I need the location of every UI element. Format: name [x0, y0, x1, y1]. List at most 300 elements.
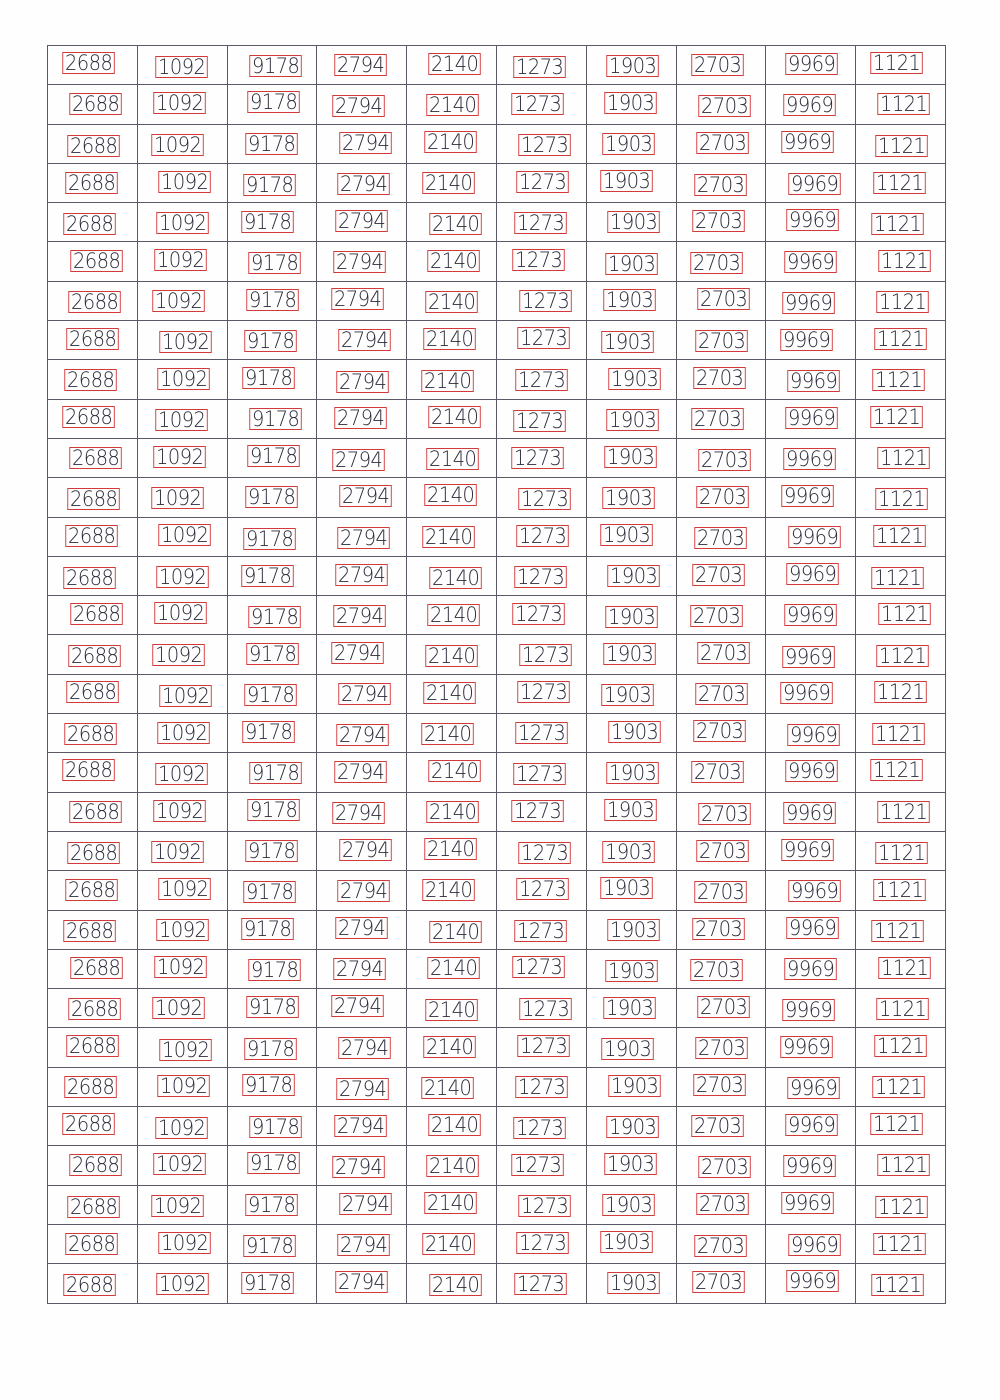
- grid-cell: [586, 556, 676, 595]
- grid-cell: [856, 517, 946, 556]
- handwritten-number: 2140: [423, 1036, 476, 1058]
- handwritten-number: 9178: [243, 721, 296, 743]
- grid-cell: [586, 1028, 676, 1067]
- grid-cell: [227, 989, 317, 1028]
- handwritten-number: 2794: [333, 605, 386, 627]
- handwritten-number: 2794: [336, 1078, 389, 1100]
- handwritten-number: 2703: [693, 918, 746, 940]
- handwritten-number: 9178: [242, 211, 295, 233]
- handwritten-number: 1273: [514, 566, 567, 588]
- handwritten-number: 9969: [785, 53, 838, 75]
- handwritten-number: 1092: [152, 1195, 205, 1217]
- grid-cell: [586, 478, 676, 517]
- grid-cell: [227, 124, 317, 163]
- handwritten-number: 2140: [426, 1155, 479, 1177]
- handwritten-number: 2688: [63, 920, 116, 942]
- grid-cell: [48, 753, 138, 792]
- grid-cell: [496, 949, 586, 988]
- grid-cell: [496, 438, 586, 477]
- handwritten-number: 1092: [153, 644, 206, 666]
- handwritten-number: 9178: [244, 881, 297, 903]
- grid-row: [48, 989, 946, 1028]
- handwritten-number: 1903: [604, 997, 657, 1019]
- grid-cell: [586, 517, 676, 556]
- grid-cell: [317, 281, 407, 320]
- handwritten-number: 2688: [68, 645, 121, 667]
- handwritten-number: 2688: [63, 1274, 116, 1296]
- grid-cell: [496, 517, 586, 556]
- grid-cell: [856, 1264, 946, 1303]
- handwritten-number: 1903: [601, 1231, 654, 1253]
- handwritten-number: 2703: [698, 288, 751, 310]
- handwritten-number: 9178: [246, 486, 299, 508]
- grid-row: [48, 831, 946, 870]
- grid-cell: [227, 674, 317, 713]
- handwritten-number: 1903: [603, 487, 656, 509]
- handwritten-number: 2140: [426, 94, 479, 116]
- handwritten-number: 2140: [424, 1192, 477, 1214]
- grid-cell: [856, 124, 946, 163]
- handwritten-number: 1903: [605, 92, 658, 114]
- grid-cell: [407, 242, 497, 281]
- grid-cell: [496, 753, 586, 792]
- grid-cell: [766, 635, 856, 674]
- grid-cell: [407, 674, 497, 713]
- handwritten-number: 1121: [875, 135, 928, 157]
- handwritten-number: 1092: [158, 722, 211, 744]
- handwritten-number: 9969: [785, 1114, 838, 1136]
- grid-cell: [496, 596, 586, 635]
- grid-cell: [496, 1028, 586, 1067]
- handwritten-number: 1121: [871, 1274, 924, 1296]
- grid-cell: [137, 1146, 227, 1185]
- grid-cell: [496, 1107, 586, 1146]
- grid-cell: [407, 1146, 497, 1185]
- grid-cell: [856, 635, 946, 674]
- grid-cell: [48, 714, 138, 753]
- handwritten-number: 2794: [339, 485, 392, 507]
- grid-row: [48, 124, 946, 163]
- handwritten-number: 1121: [877, 1154, 930, 1176]
- handwritten-number: 9178: [249, 959, 302, 981]
- grid-cell: [317, 1028, 407, 1067]
- handwritten-number: 1121: [875, 488, 928, 510]
- handwritten-number: 2794: [337, 1234, 390, 1256]
- grid-cell: [496, 674, 586, 713]
- handwritten-number: 1121: [870, 759, 923, 781]
- grid-cell: [586, 1146, 676, 1185]
- handwritten-number: 2703: [692, 408, 745, 430]
- handwritten-number: 2794: [339, 839, 392, 861]
- grid-cell: [407, 910, 497, 949]
- handwritten-number: 1092: [159, 524, 212, 546]
- handwritten-number: 1092: [155, 602, 208, 624]
- handwritten-number: 2703: [691, 959, 744, 981]
- handwritten-number: 2703: [697, 1193, 750, 1215]
- handwritten-number: 2794: [337, 173, 390, 195]
- grid-row: [48, 674, 946, 713]
- grid-cell: [227, 1107, 317, 1146]
- grid-cell: [856, 831, 946, 870]
- handwritten-number: 2794: [331, 288, 384, 310]
- handwritten-number: 1273: [515, 369, 568, 391]
- grid-cell: [766, 596, 856, 635]
- handwritten-number: 9969: [788, 880, 841, 902]
- grid-row: [48, 753, 946, 792]
- handwritten-number: 1121: [875, 842, 928, 864]
- grid-cell: [496, 792, 586, 831]
- grid-cell: [137, 674, 227, 713]
- grid-row: [48, 714, 946, 753]
- grid-cell: [586, 1224, 676, 1263]
- handwritten-number: 1273: [519, 644, 572, 666]
- grid-cell: [48, 163, 138, 202]
- grid-cell: [586, 910, 676, 949]
- grid-cell: [496, 635, 586, 674]
- handwritten-number: 1092: [155, 249, 208, 271]
- handwritten-number: 2140: [421, 370, 474, 392]
- handwritten-number: 2703: [699, 449, 752, 471]
- grid-cell: [227, 163, 317, 202]
- handwritten-number: 2794: [334, 54, 387, 76]
- grid-cell: [766, 281, 856, 320]
- handwritten-number: 9178: [245, 1038, 298, 1060]
- handwritten-number: 2140: [421, 1077, 474, 1099]
- handwritten-number: 2794: [338, 683, 391, 705]
- grid-cell: [227, 1067, 317, 1106]
- handwritten-number: 2794: [332, 1156, 385, 1178]
- grid-cell: [676, 399, 766, 438]
- handwritten-number: 1092: [157, 919, 210, 941]
- grid-cell: [496, 714, 586, 753]
- handwritten-number: 2703: [697, 840, 750, 862]
- grid-cell: [856, 1028, 946, 1067]
- grid-cell: [227, 438, 317, 477]
- handwritten-number: 1092: [158, 1075, 211, 1097]
- grid-row: [48, 517, 946, 556]
- grid-cell: [766, 1264, 856, 1303]
- grid-cell: [317, 203, 407, 242]
- grid-cell: [766, 85, 856, 124]
- grid-cell: [317, 949, 407, 988]
- handwritten-number: 2688: [66, 681, 119, 703]
- handwritten-number: 1121: [876, 645, 929, 667]
- grid-cell: [137, 1185, 227, 1224]
- grid-cell: [496, 871, 586, 910]
- handwritten-number: 1121: [871, 213, 924, 235]
- handwritten-number: 1121: [872, 369, 925, 391]
- handwritten-number: 9178: [248, 445, 301, 467]
- grid-cell: [676, 753, 766, 792]
- grid-row: [48, 1107, 946, 1146]
- grid-row: [48, 203, 946, 242]
- grid-cell: [227, 360, 317, 399]
- grid-cell: [856, 163, 946, 202]
- handwritten-number: 2794: [335, 210, 388, 232]
- handwritten-number: 2140: [427, 604, 480, 626]
- grid-cell: [137, 1067, 227, 1106]
- grid-cell: [856, 281, 946, 320]
- grid-cell: [856, 85, 946, 124]
- handwritten-number: 1092: [154, 446, 207, 468]
- handwritten-number: 2140: [428, 760, 481, 782]
- handwritten-number: 2794: [332, 802, 385, 824]
- handwritten-number: 9969: [780, 329, 833, 351]
- grid-cell: [317, 596, 407, 635]
- handwritten-number: 1121: [877, 801, 930, 823]
- grid-cell: [856, 1185, 946, 1224]
- grid-row: [48, 1224, 946, 1263]
- handwritten-number: 1092: [160, 685, 213, 707]
- handwritten-number: 9969: [781, 131, 834, 153]
- grid-cell: [317, 792, 407, 831]
- handwritten-number: 9969: [783, 802, 836, 824]
- handwritten-number: 2703: [698, 642, 751, 664]
- grid-cell: [48, 478, 138, 517]
- number-grid: [47, 45, 946, 1304]
- grid-cell: [856, 714, 946, 753]
- grid-cell: [856, 438, 946, 477]
- grid-cell: [586, 281, 676, 320]
- grid-cell: [317, 360, 407, 399]
- handwritten-number: 1903: [608, 565, 661, 587]
- handwritten-number: 2794: [332, 95, 385, 117]
- grid-cell: [407, 399, 497, 438]
- grid-cell: [317, 989, 407, 1028]
- handwritten-number: 1273: [513, 763, 566, 785]
- handwritten-number: 2688: [62, 759, 115, 781]
- grid-cell: [586, 871, 676, 910]
- handwritten-number: 2794: [333, 958, 386, 980]
- grid-cell: [137, 399, 227, 438]
- grid-cell: [137, 438, 227, 477]
- handwritten-number: 2140: [421, 723, 474, 745]
- grid-cell: [48, 242, 138, 281]
- handwritten-number: 9178: [249, 606, 302, 628]
- handwritten-number: 9969: [780, 682, 833, 704]
- handwritten-number: 2688: [69, 93, 122, 115]
- grid-row: [48, 321, 946, 360]
- grid-cell: [856, 1146, 946, 1185]
- grid-cell: [48, 596, 138, 635]
- grid-cell: [676, 949, 766, 988]
- grid-cell: [766, 438, 856, 477]
- grid-cell: [766, 1146, 856, 1185]
- grid-cell: [227, 1028, 317, 1067]
- grid-cell: [48, 517, 138, 556]
- grid-cell: [317, 831, 407, 870]
- grid-cell: [676, 124, 766, 163]
- handwritten-number: 1092: [160, 1039, 213, 1061]
- handwritten-number: 9969: [781, 1192, 834, 1214]
- grid-cell: [766, 163, 856, 202]
- grid-cell: [48, 1028, 138, 1067]
- grid-cell: [856, 674, 946, 713]
- handwritten-number: 9969: [782, 292, 835, 314]
- handwritten-number: 9969: [787, 1077, 840, 1099]
- grid-cell: [317, 1224, 407, 1263]
- grid-cell: [407, 438, 497, 477]
- handwritten-number: 1121: [874, 328, 927, 350]
- handwritten-number: 2794: [336, 724, 389, 746]
- grid-cell: [676, 517, 766, 556]
- handwritten-number: 1092: [152, 841, 205, 863]
- handwritten-number: 2688: [66, 1035, 119, 1057]
- handwritten-number: 2140: [423, 682, 476, 704]
- handwritten-number: 2794: [338, 1037, 391, 1059]
- grid-cell: [496, 1224, 586, 1263]
- grid-cell: [137, 792, 227, 831]
- handwritten-number: 2703: [691, 252, 744, 274]
- grid-cell: [496, 556, 586, 595]
- grid-row: [48, 1264, 946, 1303]
- grid-cell: [317, 635, 407, 674]
- handwritten-number: 9178: [242, 1272, 295, 1294]
- handwritten-number: 2794: [335, 1271, 388, 1293]
- grid-cell: [676, 321, 766, 360]
- grid-cell: [856, 203, 946, 242]
- handwritten-number: 9969: [787, 724, 840, 746]
- handwritten-number: 2140: [429, 921, 482, 943]
- grid-cell: [137, 596, 227, 635]
- grid-cell: [137, 1028, 227, 1067]
- handwritten-number: 1092: [153, 290, 206, 312]
- handwritten-number: 1273: [517, 1035, 570, 1057]
- grid-cell: [407, 321, 497, 360]
- handwritten-number: 9969: [786, 917, 839, 939]
- handwritten-number: 2703: [692, 54, 745, 76]
- handwritten-number: 1121: [870, 52, 923, 74]
- handwritten-number: 2703: [696, 683, 749, 705]
- handwritten-number: 2794: [335, 917, 388, 939]
- handwritten-number: 2794: [333, 251, 386, 273]
- handwritten-number: 2703: [699, 95, 752, 117]
- grid-cell: [317, 1067, 407, 1106]
- grid-cell: [766, 556, 856, 595]
- grid-cell: [227, 85, 317, 124]
- grid-cell: [766, 871, 856, 910]
- grid-row: [48, 163, 946, 202]
- grid-cell: [586, 360, 676, 399]
- grid-cell: [856, 910, 946, 949]
- handwritten-number: 2688: [69, 1154, 122, 1176]
- grid-cell: [137, 46, 227, 85]
- grid-cell: [48, 1146, 138, 1185]
- handwritten-number: 1273: [519, 290, 572, 312]
- grid-cell: [227, 635, 317, 674]
- grid-cell: [137, 753, 227, 792]
- handwritten-number: 1273: [516, 171, 569, 193]
- handwritten-number: 1121: [874, 681, 927, 703]
- grid-cell: [227, 203, 317, 242]
- handwritten-number: 2703: [691, 605, 744, 627]
- grid-cell: [496, 399, 586, 438]
- handwritten-number: 2688: [68, 998, 121, 1020]
- handwritten-number: 9969: [783, 1155, 836, 1177]
- handwritten-number: 9178: [250, 408, 303, 430]
- handwritten-number: 1092: [158, 368, 211, 390]
- handwritten-number: 2688: [65, 525, 118, 547]
- handwritten-number: 9969: [784, 604, 837, 626]
- handwritten-number: 1273: [511, 93, 564, 115]
- grid-cell: [496, 478, 586, 517]
- handwritten-number: 1903: [606, 253, 659, 275]
- handwritten-number: 1273: [512, 956, 565, 978]
- handwritten-number: 1273: [515, 722, 568, 744]
- grid-cell: [227, 281, 317, 320]
- grid-cell: [856, 360, 946, 399]
- handwritten-number: 9178: [250, 55, 303, 77]
- handwritten-number: 1092: [157, 566, 210, 588]
- handwritten-number: 2703: [695, 881, 748, 903]
- grid-cell: [48, 85, 138, 124]
- grid-cell: [856, 321, 946, 360]
- handwritten-number: 2794: [339, 132, 392, 154]
- grid-cell: [496, 831, 586, 870]
- grid-cell: [317, 163, 407, 202]
- handwritten-number: 2688: [69, 801, 122, 823]
- grid-cell: [227, 321, 317, 360]
- handwritten-number: 2703: [697, 486, 750, 508]
- handwritten-number: 2703: [698, 996, 751, 1018]
- grid-row: [48, 871, 946, 910]
- handwritten-number: 9178: [250, 1116, 303, 1138]
- handwritten-number: 2688: [67, 1196, 120, 1218]
- grid-cell: [48, 1185, 138, 1224]
- grid-cell: [407, 1028, 497, 1067]
- grid-cell: [496, 360, 586, 399]
- grid-cell: [407, 989, 497, 1028]
- grid-cell: [227, 1146, 317, 1185]
- handwritten-number: 2140: [426, 801, 479, 823]
- grid-cell: [676, 871, 766, 910]
- handwritten-number: 9178: [244, 174, 297, 196]
- grid-cell: [48, 124, 138, 163]
- grid-cell: [586, 635, 676, 674]
- grid-row: [48, 399, 946, 438]
- grid-cell: [766, 360, 856, 399]
- handwritten-number: 2688: [68, 291, 121, 313]
- grid-cell: [137, 635, 227, 674]
- handwritten-number: 2703: [693, 1271, 746, 1293]
- grid-cell: [407, 635, 497, 674]
- grid-cell: [856, 242, 946, 281]
- handwritten-number: 9178: [243, 367, 296, 389]
- handwritten-number: 1903: [608, 1272, 661, 1294]
- handwritten-number: 2688: [62, 1113, 115, 1135]
- grid-cell: [137, 556, 227, 595]
- handwritten-number: 1121: [878, 957, 931, 979]
- grid-cell: [407, 1185, 497, 1224]
- handwritten-number: 9969: [785, 407, 838, 429]
- handwritten-number: 1273: [519, 998, 572, 1020]
- grid-row: [48, 1146, 946, 1185]
- handwritten-number: 1092: [157, 1273, 210, 1295]
- grid-cell: [317, 321, 407, 360]
- grid-cell: [137, 871, 227, 910]
- grid-cell: [766, 124, 856, 163]
- grid-cell: [137, 203, 227, 242]
- grid-cell: [856, 556, 946, 595]
- grid-cell: [48, 399, 138, 438]
- grid-cell: [407, 203, 497, 242]
- handwritten-number: 2688: [62, 52, 115, 74]
- grid-row: [48, 46, 946, 85]
- handwritten-number: 1092: [156, 56, 209, 78]
- grid-cell: [766, 1067, 856, 1106]
- grid-cell: [407, 517, 497, 556]
- grid-cell: [856, 596, 946, 635]
